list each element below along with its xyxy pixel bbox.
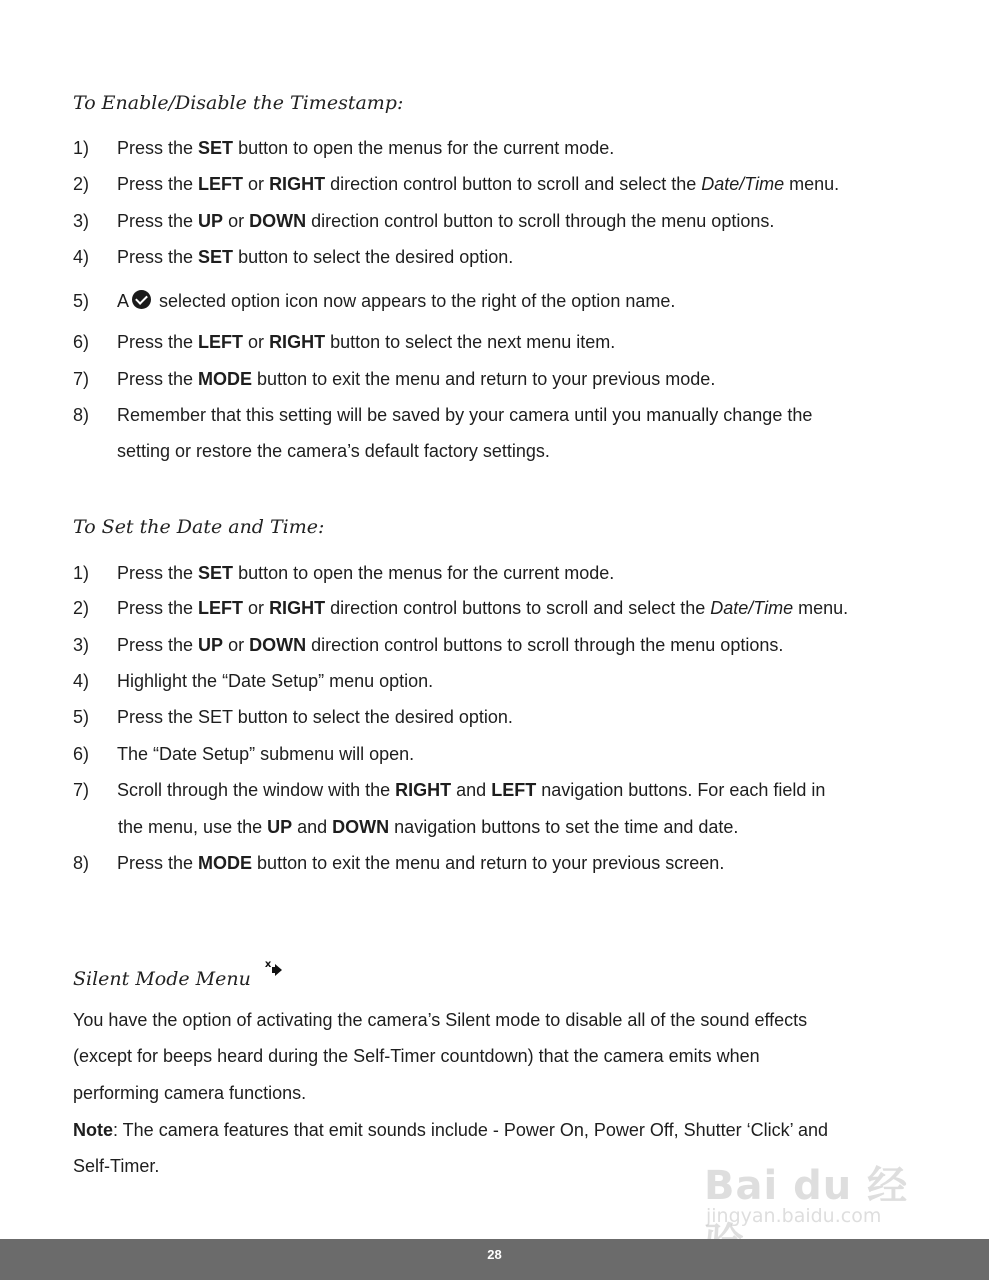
list-item: 6) The “Date Setup” submenu will open. — [73, 744, 415, 764]
note-line: Self-Timer. — [73, 1156, 160, 1176]
note-label: Note — [73, 1120, 113, 1140]
list-item: 3) Press the UP or DOWN direction control button to scroll through the menu options. — [73, 211, 775, 231]
list-item: 2) Press the LEFT or RIGHT direction control buttons to scroll and select the Date/Time menu. — [73, 598, 849, 618]
section-title-timestamp: To Enable/Disable the Timestamp: — [73, 92, 404, 114]
note-line: Note: The camera features that emit sounds include - Power On, Power Off, Shutter ‘Click’ and — [73, 1120, 828, 1140]
paragraph-line: You have the option of activating the camera’s Silent mode to disable all of the sound effects — [73, 1010, 808, 1030]
list-item: 8) Press the MODE button to exit the menu and return to your previous screen. — [73, 853, 725, 873]
page-number: 28 — [487, 1247, 502, 1262]
list-item: 3) Press the UP or DOWN direction control buttons to scroll through the menu options. — [73, 635, 784, 655]
list-item: 4) Press the SET button to select the desired option. — [73, 247, 514, 267]
list-item: 1) Press the SET button to open the menus for the current mode. — [73, 563, 615, 583]
list-item-continuation: setting or restore the camera’s default factory settings. — [117, 441, 550, 461]
paragraph-line: (except for beeps heard during the Self-Timer countdown) that the camera emits when — [73, 1046, 760, 1066]
mute-icon: x — [265, 965, 287, 981]
list-item: 7) Press the MODE button to exit the menu and return to your previous mode. — [73, 369, 716, 389]
list-item: 5) A selected option icon now appears to the right of the option name. — [73, 291, 676, 311]
list-item-continuation: the menu, use the UP and DOWN navigation buttons to set the time and date. — [118, 817, 739, 837]
list-item: 1) Press the SET button to open the menus for the current mode. — [73, 138, 615, 158]
baidu-watermark: Bai du 经 jingyan.baidu.com — [704, 1163, 909, 1227]
section-title-silent-mode: Silent Mode Menu x — [73, 965, 287, 990]
list-item: 6) Press the LEFT or RIGHT button to select the next menu item. — [73, 332, 616, 352]
checkmark-icon — [132, 290, 151, 309]
section-title-datetime: To Set the Date and Time: — [73, 516, 325, 538]
list-item: 5) Press the SET button to select the desired option. — [73, 707, 513, 727]
list-item: 8) Remember that this setting will be saved by your camera until you manually change the — [73, 405, 813, 425]
list-item: 2) Press the LEFT or RIGHT direction control button to scroll and select the Date/Time menu. — [73, 174, 840, 194]
list-item: 4) Highlight the “Date Setup” menu option. — [73, 671, 434, 691]
paragraph-line: performing camera functions. — [73, 1083, 307, 1103]
list-item: 7) Scroll through the window with the RIGHT and LEFT navigation buttons. For each field in — [73, 780, 826, 800]
page-footer — [0, 1239, 989, 1280]
